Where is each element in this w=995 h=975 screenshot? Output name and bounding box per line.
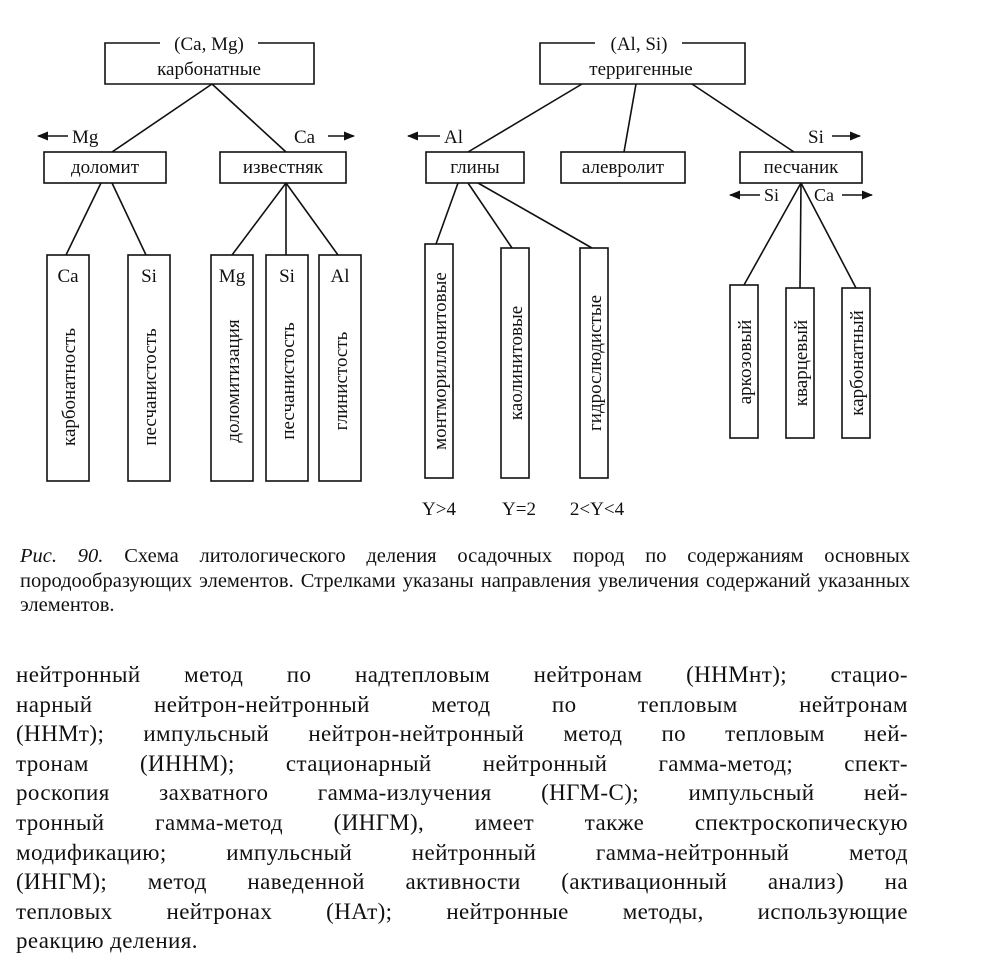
- leaf-label-arkose: аркозовый: [735, 319, 756, 405]
- figure-caption: [20, 544, 910, 618]
- leaf-element-si-2: Si: [279, 266, 295, 287]
- leaf-element-al: Al: [330, 266, 350, 287]
- arrow-label-ca-limestone: Ca: [294, 127, 316, 148]
- leaf-label-carbonatnost: карбонатность: [59, 328, 80, 446]
- connector: [624, 84, 636, 152]
- leaf-element-mg: Mg: [218, 266, 246, 287]
- connector: [212, 84, 286, 152]
- arrow-label-al: Al: [444, 127, 463, 148]
- leaf-label-dolomitizatsiya: доломитизация: [223, 319, 244, 443]
- connector: [468, 183, 512, 248]
- leaf-label-montmorillonite: монтмориллонитовые: [430, 272, 451, 450]
- connector: [112, 183, 146, 255]
- connector: [692, 84, 794, 152]
- body-line: модификацию; импульсный нейтронный гамма-нейтронный метод: [16, 839, 908, 865]
- body-paragraph: [16, 660, 908, 956]
- body-line: тепловых нейтронах (НАт); нейтронные методы, использующие: [16, 898, 908, 924]
- body-line: тронный гамма-метод (ИНГМ), имеет также спектроскопическую: [16, 809, 908, 835]
- condition-hydromica: 2<Y<4: [569, 499, 625, 520]
- connector: [478, 183, 592, 248]
- connector: [66, 183, 101, 255]
- body-line: (ННМт); импульсный нейтрон-нейтронный метод по тепловым ней-: [16, 721, 908, 747]
- connector: [468, 84, 582, 152]
- body-line: нейтронный метод по надтепловым нейтронам (ННМнт); стацио-: [16, 662, 908, 687]
- label-dolomite: доломит: [70, 157, 140, 178]
- leaf-element-ca: Ca: [57, 266, 79, 287]
- label-limestone: известняк: [242, 157, 324, 178]
- connector: [112, 84, 212, 152]
- label-sandstone: песчаник: [763, 157, 839, 178]
- leaf-label-peschanistost-1: песчанистость: [140, 328, 161, 446]
- root-terrigenous-formula: (Al, Si): [610, 34, 668, 55]
- body-line: (ИНГМ); метод наведенной активности (активационный анализ) на: [16, 869, 908, 895]
- condition-montmorillonite: Y>4: [422, 499, 456, 520]
- figure-number: Рис. 90.: [20, 545, 104, 567]
- arrow-label-mg: Mg: [72, 127, 99, 148]
- leaf-label-hydromica: гидрослюдистые: [585, 294, 606, 432]
- body-line: роскопия захватного гамма-излучения (НГМ-С); импульсный ней-: [16, 780, 908, 806]
- label-siltstone: алевролит: [581, 157, 665, 178]
- leaf-label-glinistost: глинистость: [331, 331, 352, 431]
- label-clays: глины: [450, 157, 500, 178]
- root-carbonate-formula: (Ca, Mg): [174, 34, 244, 55]
- root-terrigenous-label: терригенные: [589, 59, 693, 80]
- connector: [800, 183, 801, 288]
- body-line: реакцию деления.: [16, 928, 198, 954]
- leaf-label-quartz: кварцевый: [791, 319, 812, 407]
- root-carbonate-label: карбонатные: [157, 59, 261, 80]
- arrow-label-si-sand: Si: [764, 185, 780, 205]
- connector: [436, 183, 458, 244]
- arrow-label-ca-sand: Ca: [814, 185, 834, 205]
- leaf-label-peschanistost-2: песчанистость: [278, 322, 299, 440]
- leaf-label-carbonate-sand: карбонатный: [847, 310, 868, 416]
- caption-text: Схема литологического деления осадочных пород по содержаниям основных породообразующих элементов. Стрелками указаны направления увеличения содержаний указанных элементов.: [20, 545, 910, 616]
- leaf-element-si-1: Si: [141, 266, 157, 287]
- connector: [286, 183, 338, 255]
- condition-kaolinite: Y=2: [502, 499, 536, 520]
- body-line: нарный нейтрон-нейтронный метод по тепловым нейтронам: [16, 691, 908, 717]
- leaf-label-kaolinite: каолинитовые: [506, 305, 527, 421]
- connector: [232, 183, 286, 255]
- body-line: тронам (ИННМ); стационарный нейтронный гамма-метод; спект-: [16, 750, 908, 776]
- arrow-label-si-top: Si: [808, 127, 824, 148]
